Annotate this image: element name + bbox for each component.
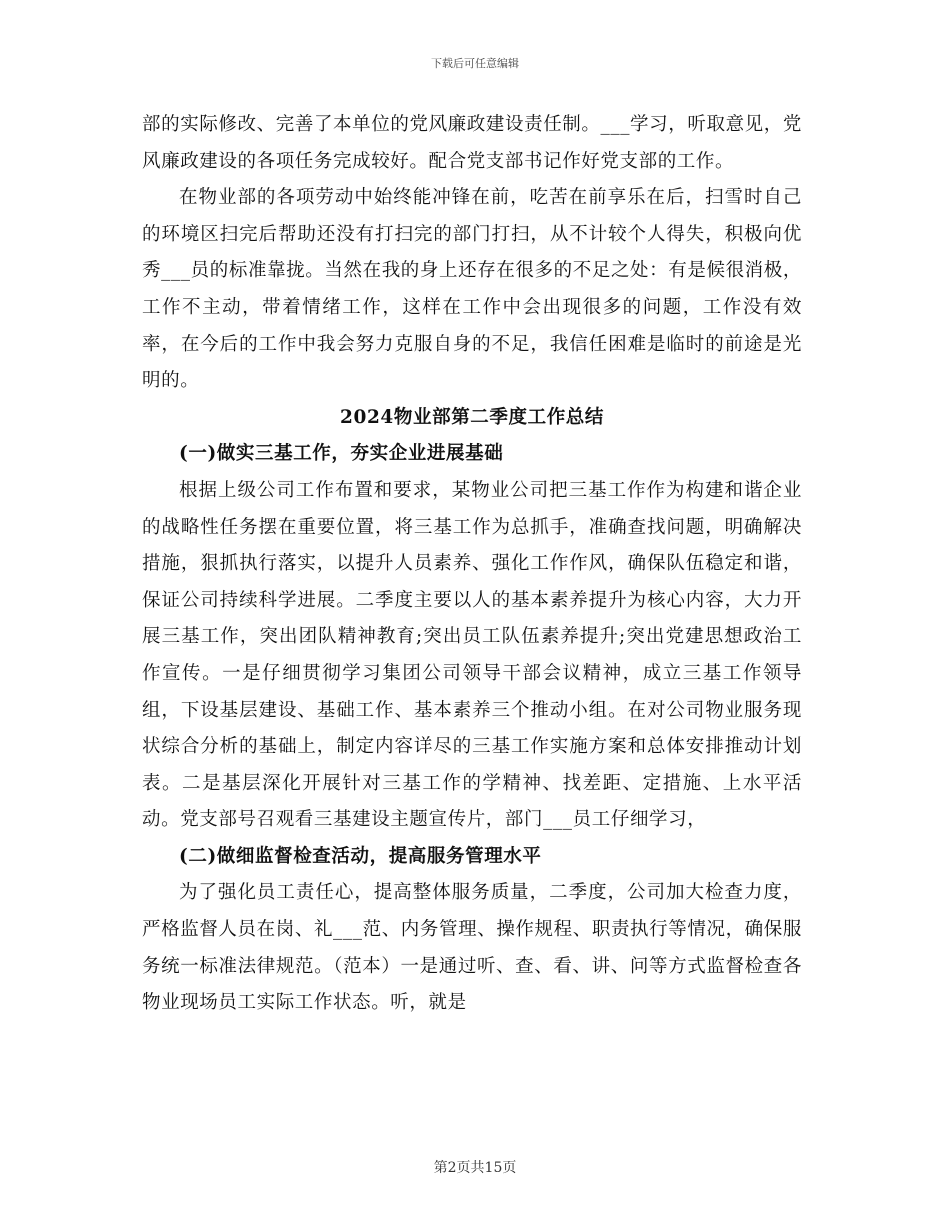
paragraph-3: 根据上级公司工作布置和要求，某物业公司把三基工作作为构建和谐企业的战略性任务摆在重要位置，将三基工作为总抓手，准确查找问题，明确解决措施，狠抓执行落实，以提升人员素养、强化工作作风，确保队伍稳定和谐，保证公司持续科学进展。二季度主要以人的基本素养提升为核心内容，大力开展三基工作，突出团队精神教育;突出员工队伍素养提升;突出党建思想政治工作宣传。一是仔细贯彻学习集团公司领导干部会议精神，成立三基工作领导组，下设基层建设、基础工作、基本素养三个推动小组。在对公司物业服务现状综合分析的基础上，制定内容详尽的三基工作实施方案和总体安排推动计划表。二是基层深化开展针对三基工作的学精神、找差距、定措施、上水平活动。党支部号召观看三基建设主题宣传片，部门___员工仔细学习， [142, 479, 802, 831]
paragraph-4: 为了强化员工责任心，提高整体服务质量，二季度，公司加大检查力度，严格监督人员在岗、礼___范、内务管理、操作规程、职责执行等情况，确保服务统一标准法律规范。（范本）一是通过听、查、看、讲、问等方式监督检查各物业现场员工实际工作状态。听，就是 [142, 882, 802, 1014]
subheading-2: (二)做细监督检查活动，提高服务管理水平 [179, 845, 542, 867]
subheading-1: (一)做实三基工作，夯实企业进展基础 [179, 443, 504, 465]
page-header: 下载后可任意编辑 [431, 57, 519, 70]
document-body [142, 107, 802, 1022]
paragraph-2: 在物业部的各项劳动中始终能冲锋在前，吃苦在前享乐在后，扫雪时自己的环境区扫完后帮助还没有打扫完的部门打扫，从不计较个人得失，积极向优秀___员的标准靠拢。当然在我的身上还存在很多的不足之处：有是候很消极，工作不主动，带着情绪工作，这样在工作中会出现很多的问题，工作没有效率，在今后的工作中我会努力克服自身的不足，我信任困难是临时的前途是光明的。 [142, 187, 802, 392]
paragraph-1: 部的实际修改、完善了本单位的党风廉政建设责任制。___学习，听取意见，党风廉政建设的各项任务完成较好。配合党支部书记作好党支部的工作。 [142, 114, 802, 172]
section-title: 2024物业部第二季度工作总结 [340, 406, 604, 428]
page-number: 第2页共15页 [433, 1160, 517, 1176]
